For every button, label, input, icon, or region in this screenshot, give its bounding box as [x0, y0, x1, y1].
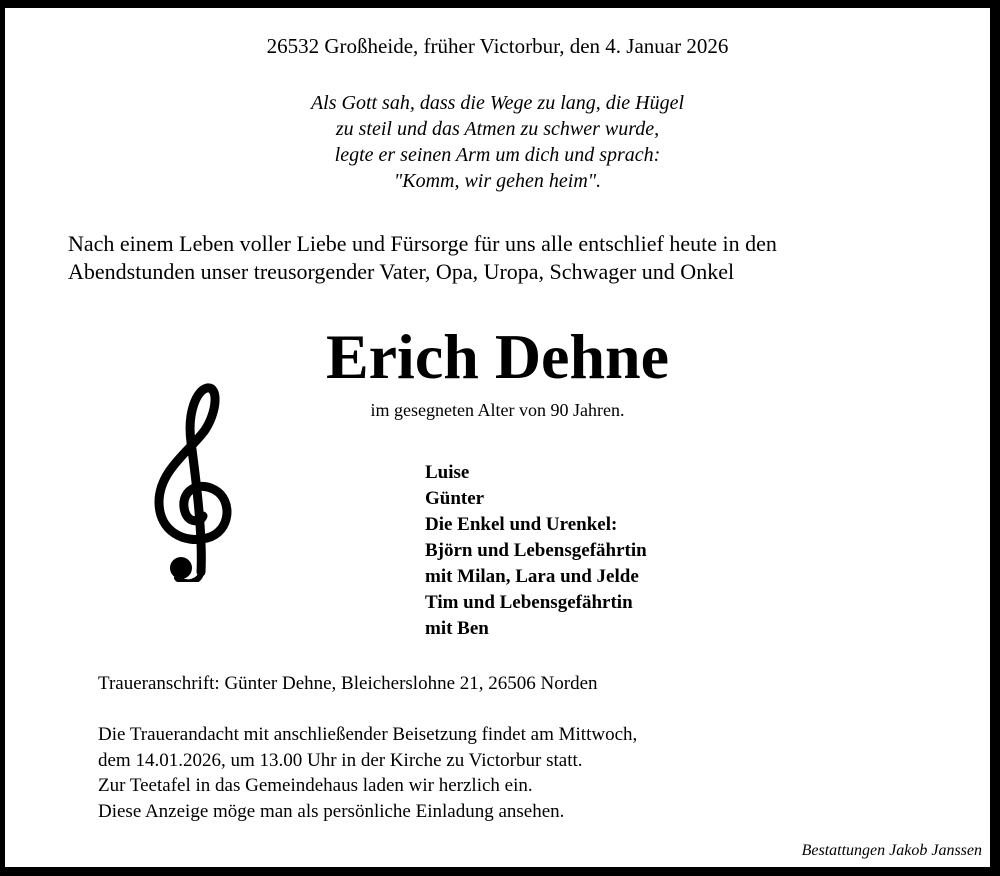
poem-line: "Komm, wir gehen heim". — [393, 170, 602, 192]
info-line: Zur Teetafel in das Gemeindehaus laden wir herzlich ein. — [98, 775, 533, 796]
deceased-name: Erich Dehne — [325, 321, 670, 392]
family-member: mit Ben — [425, 618, 489, 639]
poem — [5, 90, 990, 194]
obituary-notice — [5, 8, 990, 867]
family-member: Luise — [425, 462, 470, 483]
family-member: mit Milan, Lara und Jelde — [425, 566, 639, 587]
family-member: Björn und Lebensgefährtin — [425, 540, 647, 561]
intro-text — [68, 230, 777, 286]
family-member: Günter — [425, 488, 485, 509]
treble-clef-icon — [145, 382, 240, 582]
family-list — [425, 460, 647, 642]
service-info — [98, 722, 637, 824]
place-date: 26532 Großheide, früher Victorbur, den 4. Januar 2026 — [266, 34, 729, 58]
poem-line: zu steil und das Atmen zu schwer wurde, — [335, 118, 660, 140]
intro-line: Nach einem Leben voller Liebe und Fürsorge für uns alle entschlief heute in den — [68, 231, 777, 256]
info-line: Diese Anzeige möge man als persönliche Einladung ansehen. — [98, 800, 565, 822]
info-line: dem 14.01.2026, um 13.00 Uhr in der Kirche zu Victorbur statt. — [98, 749, 583, 771]
poem-line: Als Gott sah, dass die Wege zu lang, die Hügel — [310, 92, 685, 114]
age-line: im gesegneten Alter von 90 Jahren. — [370, 400, 625, 420]
funeral-home: Bestattungen Jakob Janssen — [801, 842, 982, 859]
mourning-address: Traueranschrift: Günter Dehne, Bleicherslohne 21, 26506 Norden — [98, 673, 598, 694]
info-line: Die Trauerandacht mit anschließender Beisetzung findet am Mittwoch, — [98, 724, 638, 745]
intro-line: Abendstunden unser treusorgender Vater, Opa, Uropa, Schwager und Onkel — [68, 259, 735, 284]
family-member: Die Enkel und Urenkel: — [425, 514, 618, 535]
family-member: Tim und Lebensgefährtin — [425, 592, 633, 613]
poem-line: legte er seinen Arm um dich und sprach: — [334, 144, 661, 166]
